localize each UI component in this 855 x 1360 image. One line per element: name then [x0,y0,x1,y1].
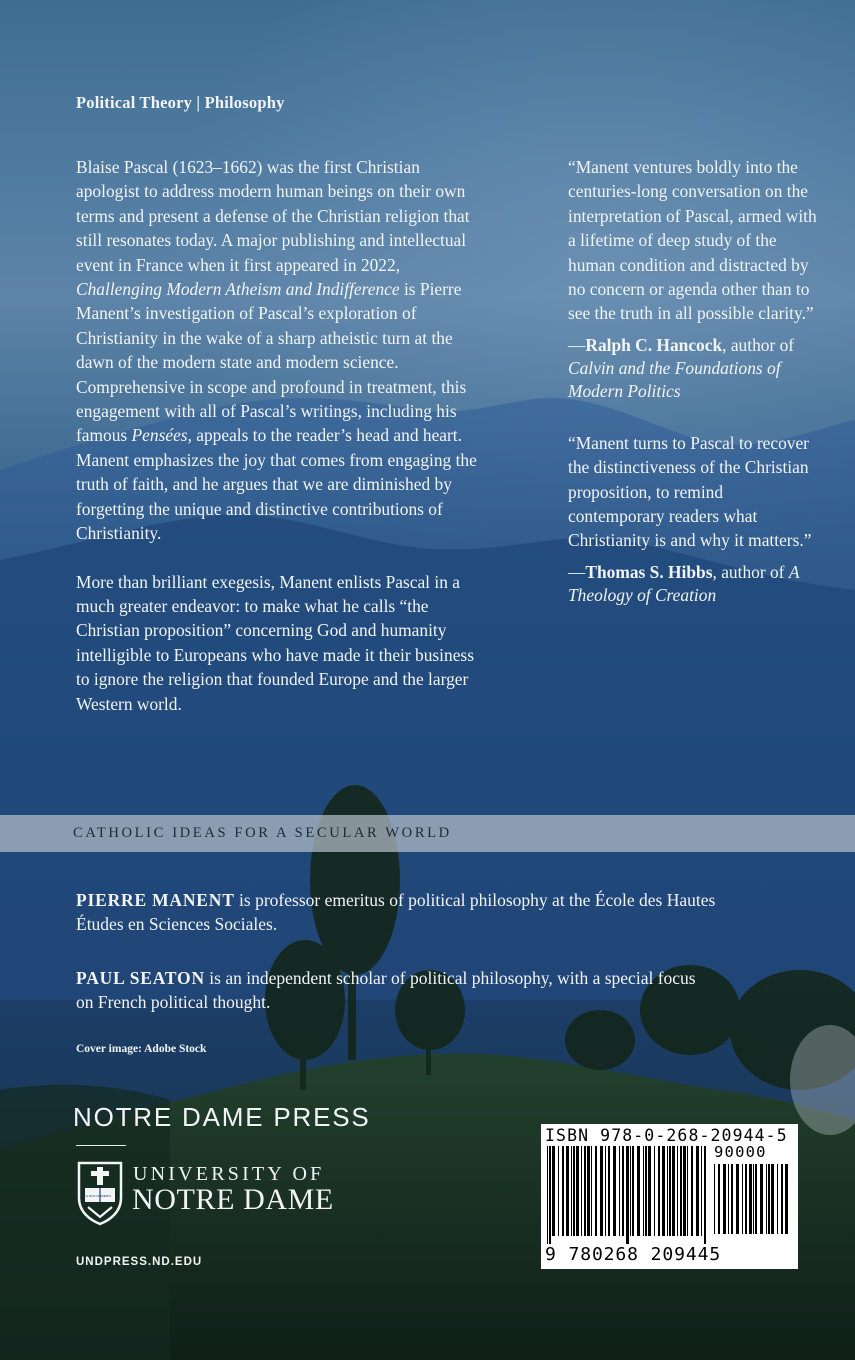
university-name-line1: UNIVERSITY OF [133,1163,325,1185]
barcode-bar [622,1146,624,1236]
barcode-bar [691,1146,693,1236]
ean-digits: 9 780268 209445 [545,1244,722,1265]
description-paragraph-2: More than brilliant exegesis, Manent enlists Pascal in a much greater endeavor: to make what he calls “the Christian proposition” concerning God and humanity intelligible to Europeans who have made it their business to ignore the religion that founded Europe and the larger Western world. [76,571,474,714]
barcode-bar [595,1146,597,1236]
barcode-bar [605,1146,606,1236]
author-bio: PIERRE MANENT is professor emeritus of political philosophy at the École des Hautes Études en Sciences Sociales. [76,890,716,934]
university-name-line2: NOTRE DAME [132,1183,334,1216]
barcode-bar [558,1146,559,1236]
series-title: CATHOLIC IDEAS FOR A SECULAR WORLD [73,825,452,841]
barcode-bar [645,1146,647,1236]
endorsement-2 [568,431,818,607]
endorser-name: Thomas S. Hibbs [585,561,713,582]
endorsement-attribution: —Thomas S. Hibbs, author of A Theology of Creation [568,561,800,605]
book-title-italic: Challenging Modern Atheism and Indifference [76,279,400,300]
barcode-bar [571,1146,572,1236]
endorsements [568,155,818,607]
svg-text:SPES: SPES [103,1194,112,1198]
barcode-bar [573,1146,575,1236]
barcode-bar [753,1164,754,1234]
barcode-bar [637,1146,640,1236]
endorsement-text: “Manent ventures boldly into the centuries-long conversation on the interpretation of Pascal, armed with a lifetime of deep study of the human condition and distracted by no concern or agenda other than to see the truth in all possible clarity.” [568,157,817,324]
barcode-bar [687,1146,688,1236]
endorsement-text: “Manent turns to Pascal to recover the distinctiveness of the Christian proposition, to remind contemporary readers what Christianity is and why it matters.” [568,432,812,551]
barcode-bar [630,1146,631,1236]
barcode-bar [552,1146,555,1236]
barcode-bar [760,1164,763,1234]
barcode-bar [648,1146,651,1236]
description-paragraph-1: Blaise Pascal (1623–1662) was the first Christian apologist to address modern human beings on their own terms and present a defense of the Christian religion that still resonates today. A major publishing and intellectual event in France when it first appeared in 2022, Challenging Modern Atheism and Indifference is Pierre Manent’s investigation of Pascal’s exploration of Christianity in the wake of a sharp atheistic turn at the dawn of the modern state and modern science. Comprehensive in scope and profound in treatment, this engagement with all of Pascal’s writings, including his famous Pensées, appeals to the reader’s head and heart. Manent emphasizes the joy that comes from engaging the truth of faith, and he argues that we are diminished by forgetting the unique and distinctive contributions of Christianity. [76,157,477,544]
barcode-bar [658,1146,660,1236]
barcode-bar [755,1164,757,1234]
barcode-bar [771,1164,774,1234]
barcode-bar [626,1146,629,1244]
barcode-bar [587,1146,590,1236]
barcode-bar [654,1146,655,1236]
barcode-bar [613,1146,616,1236]
book-description [76,155,486,716]
barcode-bar [714,1164,715,1234]
barcode-bar [736,1164,739,1234]
barcode-bar [781,1164,783,1234]
barcode-bar [680,1146,682,1236]
barcode-bar [677,1146,678,1236]
author-name: PIERRE MANENT [76,890,235,910]
barcode-bar [745,1164,747,1234]
barcode-bar [696,1146,699,1236]
endorser-name: Ralph C. Hancock [585,334,723,355]
university-seal-icon [76,1160,124,1226]
barcode-bar [608,1146,610,1236]
svg-text:VITA DULCEDO: VITA DULCEDO [80,1194,105,1198]
translator-name: PAUL SEATON [76,968,205,988]
press-url: UNDPRESS.ND.EDU [76,1256,203,1268]
barcode-bar [643,1146,644,1236]
barcode-bar [632,1146,634,1236]
barcode-bar [669,1146,671,1236]
translator-bio: PAUL SEATON is an independent scholar of political philosophy, with a special focus on French political thought. [76,968,696,1012]
barcode-bar [683,1146,686,1236]
barcode-bar [600,1146,603,1236]
barcode-bar [768,1164,770,1234]
barcode-bar [566,1146,569,1236]
barcode-bar [723,1164,726,1234]
barcode-bar [619,1146,620,1236]
endorser-work: Calvin and the Foundations of Modern Politics [568,357,781,401]
endorsement-attribution: —Ralph C. Hancock, author of Calvin and the Foundations of Modern Politics [568,334,795,401]
barcode-bar [581,1146,582,1236]
barcode-bar [562,1146,564,1236]
barcode-bar [766,1164,767,1234]
barcode-bar [701,1146,702,1236]
barcode-bar [777,1164,778,1234]
barcode-bar [742,1164,743,1234]
addon-bars [714,1164,794,1242]
barcode-bar [728,1164,729,1234]
press-divider [76,1145,126,1146]
barcode-bar [584,1146,586,1236]
ean-bars [547,1146,707,1244]
barcode-bar [576,1146,579,1236]
cover-image-credit: Cover image: Adobe Stock [76,1043,207,1055]
barcode-bar [704,1146,706,1244]
isbn-label: ISBN 978-0-268-20944-5 [545,1126,788,1145]
endorsement-1 [568,155,818,403]
barcode-bar [785,1164,788,1234]
category-label: Political Theory | Philosophy [76,93,285,112]
barcode-bar [591,1146,592,1236]
barcode-bar [718,1164,720,1234]
barcode-bar [547,1146,548,1244]
pensees-italic: Pensées [131,425,188,446]
barcode-bar [731,1164,733,1234]
barcode-bar [749,1164,752,1234]
barcode-bar [549,1146,551,1244]
price-code: 90000 [714,1143,767,1161]
barcode-bar [662,1146,665,1236]
isbn-barcode [541,1124,798,1269]
press-name: NOTRE DAME PRESS [73,1102,371,1132]
barcode-bar [667,1146,668,1236]
barcode-bar [672,1146,675,1236]
endorser-work: A Theology of Creation [568,561,800,605]
